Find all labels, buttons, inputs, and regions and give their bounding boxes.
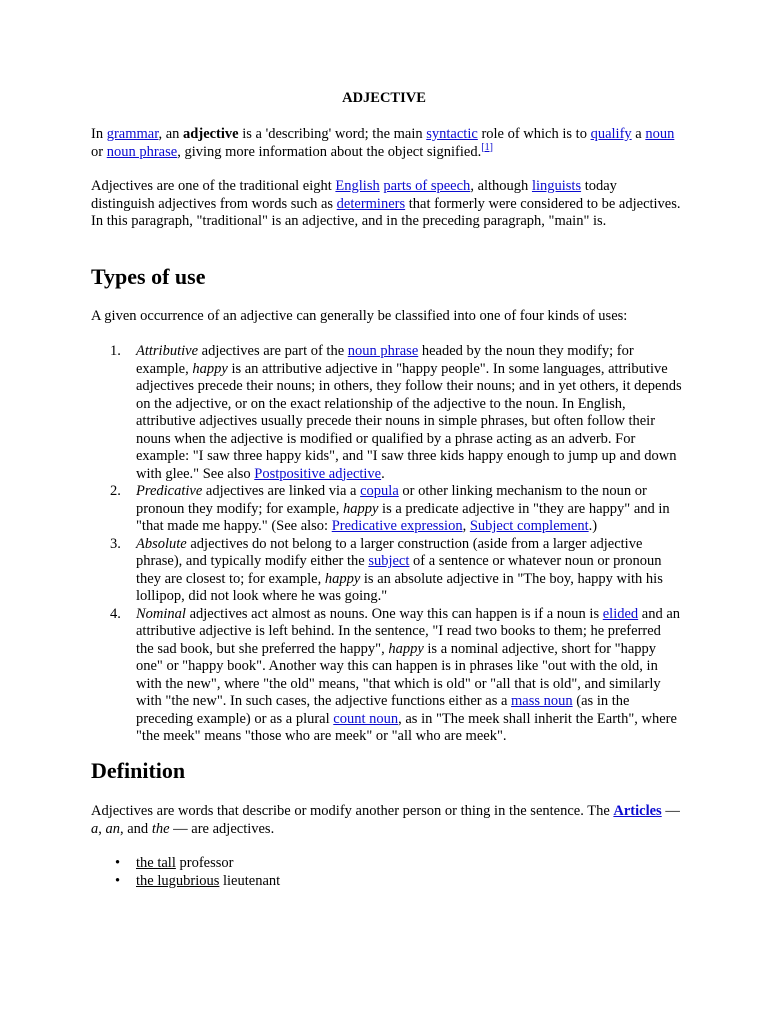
- text: is a nominal adjective, short for "happy one" or "happy book". Another way this can happen is in phrases like "out with the old, in with the new", where "the old" means, "that which is old" or "all that is old", and similarly with "the new". In such cases, the adjective functions either as a: [136, 640, 661, 709]
- italic-term: Attributive: [136, 343, 199, 359]
- link-noun-phrase[interactable]: noun phrase: [347, 343, 419, 359]
- list-number: 4.: [110, 605, 121, 622]
- reference-link[interactable]: [1]: [481, 141, 493, 153]
- underlined-phrase: the lugubrious: [136, 872, 220, 889]
- link-subject-complement[interactable]: Subject complement: [469, 518, 589, 534]
- text: .): [588, 518, 598, 534]
- bullet-icon: •: [115, 872, 121, 889]
- intro-paragraph: [91, 126, 681, 161]
- text: — are adjectives.: [169, 820, 275, 837]
- page-title: ADJECTIVE: [342, 90, 426, 106]
- list-item: [115, 872, 682, 891]
- italic-term: an: [105, 820, 120, 837]
- types-intro-paragraph: A given occurrence of an adjective can generally be classified into one of four kinds of uses:: [91, 308, 628, 324]
- underlined-phrase: the tall: [136, 855, 176, 871]
- text: headed by the noun they modify; for example,: [136, 343, 634, 377]
- text: lieutenant: [219, 872, 281, 889]
- italic-term: happy: [192, 360, 228, 377]
- bullet-icon: •: [115, 855, 121, 871]
- link-syntactic[interactable]: syntactic: [426, 126, 478, 142]
- text: or: [91, 143, 107, 160]
- text: , as in "The meek shall inherit the Earth", where "the meek" means "those who are meek" or "all who are meek".: [136, 710, 677, 744]
- link-articles[interactable]: Articles: [613, 803, 662, 819]
- italic-term: Absolute: [136, 535, 187, 552]
- italic-term: the: [151, 820, 170, 837]
- text: professor: [175, 855, 234, 871]
- text: Adjectives are words that describe or modify another person or thing in the sentence. The: [91, 803, 614, 819]
- text: adjectives do not belong to a larger construction (aside from a larger adjective phrase), and typically modify either the: [136, 535, 643, 569]
- italic-term: happy: [324, 570, 361, 587]
- text: ,: [462, 518, 470, 534]
- text: or other linking mechanism to the noun or pronoun they modify; for example,: [136, 483, 647, 517]
- link-english[interactable]: English: [335, 178, 380, 194]
- text: adjectives are linked via a: [202, 483, 361, 499]
- text: , an: [158, 126, 184, 142]
- link-copula[interactable]: copula: [360, 483, 399, 499]
- text: is an absolute adjective in "The boy, happy with his lollipop, did not look where he was going.": [136, 570, 663, 604]
- text: is a predicate adjective in "they are happy" and in "that made me happy." (See also:: [136, 500, 670, 534]
- link-grammar[interactable]: grammar: [106, 126, 159, 142]
- text: , giving more information about the object signified.: [177, 143, 482, 160]
- text: adjectives act almost as nouns. One way this can happen is if a noun is: [185, 605, 603, 622]
- link-noun-phrase[interactable]: noun phrase: [106, 143, 178, 160]
- list-number: 2.: [110, 483, 121, 499]
- italic-term: happy: [388, 640, 424, 657]
- link-elided[interactable]: elided: [602, 605, 639, 622]
- link-mass-noun[interactable]: mass noun: [511, 693, 573, 709]
- list-item: [115, 855, 682, 873]
- list-number: 1.: [110, 343, 121, 359]
- italic-term: a: [91, 820, 99, 837]
- list-number: 3.: [110, 535, 121, 552]
- definition-paragraph: [91, 803, 681, 838]
- text: of a sentence or whatever noun or pronoun they are closest to; for example,: [136, 553, 662, 587]
- list-item: [110, 483, 682, 536]
- text: role of which is to: [477, 126, 591, 142]
- definition-heading: Definition: [91, 758, 186, 783]
- text: Adjectives are one of the traditional eight: [91, 178, 336, 194]
- list-item: [110, 535, 682, 606]
- text: today distinguish adjectives from words such as: [91, 178, 617, 212]
- text: In: [91, 126, 107, 142]
- link-subject[interactable]: subject: [368, 553, 410, 569]
- link-noun[interactable]: noun: [645, 126, 675, 142]
- text: is a 'describing' word; the main: [238, 126, 427, 142]
- examples-list: [115, 855, 682, 890]
- uses-list: [110, 343, 682, 746]
- link-qualify[interactable]: qualify: [590, 126, 632, 142]
- text: and an attributive adjective is left behind. In the sentence, "I read two books to them; he preferred the sad book, but she preferred the happy",: [136, 605, 681, 657]
- list-item: [110, 605, 682, 746]
- types-of-use-heading: Types of use: [91, 264, 206, 289]
- text: a: [631, 126, 646, 142]
- text: that formerly were considered to be adjectives. In this paragraph, "traditional" is an adjective, and in the preceding paragraph, "main" is.: [91, 195, 681, 229]
- text: .: [381, 465, 385, 482]
- text: is an attributive adjective in "happy people". In some languages, attributive adjectives precede their nouns; in others, they follow their nouns; and in yet others, it depends on the adjective, or on the exact relationship of the adjective to the noun. In English, attributive adjectives usually precede their nouns in simple phrases, but often follow their nouns when the adjective is modified or qualified by a phrase acting as an adverb. For example: "I saw three happy kids", and "I saw three kids happy enough to jump up and down with glee." See also: [136, 360, 682, 482]
- italic-term: happy: [342, 500, 379, 517]
- text: ,: [98, 820, 106, 837]
- link-linguists[interactable]: linguists: [531, 178, 582, 194]
- link-determiners[interactable]: determiners: [336, 195, 406, 212]
- text: , although: [470, 178, 532, 194]
- link-postpositive-adjective[interactable]: Postpositive adjective: [254, 465, 382, 482]
- link-count-noun[interactable]: count noun: [333, 710, 399, 727]
- italic-term: Nominal: [136, 605, 186, 622]
- link-predicative-expression[interactable]: Predicative expression: [331, 518, 463, 534]
- bold-term: adjective: [183, 126, 239, 142]
- list-item: [110, 343, 682, 483]
- link-parts-of-speech[interactable]: parts of speech: [383, 178, 471, 194]
- text: , and: [120, 820, 152, 837]
- second-paragraph: [91, 178, 681, 231]
- text: adjectives are part of the: [198, 343, 348, 359]
- text: —: [661, 803, 680, 819]
- text: (as in the preceding example) or as a plural: [136, 693, 630, 727]
- italic-term: Predicative: [136, 483, 203, 499]
